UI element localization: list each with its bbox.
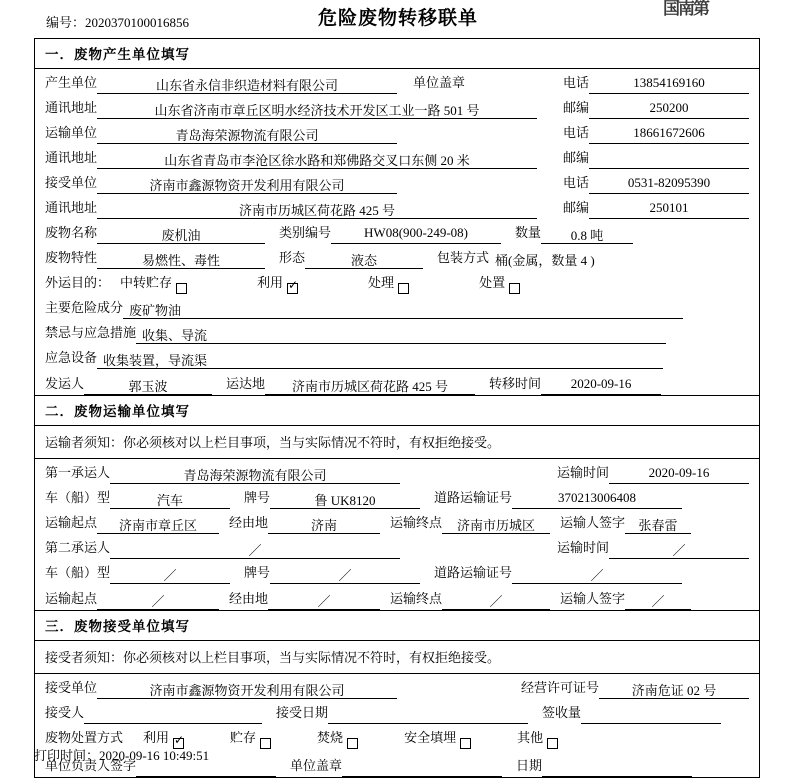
main-hazard-label: 主要危险成分	[45, 300, 124, 315]
disposal-option-1-label: 利用	[143, 730, 170, 745]
row-receiver	[35, 169, 759, 194]
equipment-value[interactable]: 收集装置，导流渠	[97, 350, 663, 369]
producer-label: 产生单位	[45, 75, 98, 90]
receiver-unit-label: 接受单位	[45, 680, 98, 695]
row-purpose	[35, 269, 759, 294]
receiver-address-label: 通讯地址	[45, 200, 98, 215]
receiver-address-value[interactable]: 济南市历城区荷花路 425 号	[97, 200, 537, 219]
purpose-option-2-checkbox[interactable]	[287, 283, 298, 294]
origin1-value[interactable]: 济南市章丘区	[97, 515, 219, 534]
main-form-table	[34, 38, 760, 778]
time2-label: 运输时间	[556, 540, 609, 555]
sign1-value[interactable]: 张春雷	[625, 515, 691, 534]
time2-value[interactable]: ／	[609, 540, 749, 559]
category-label: 类别编号	[279, 225, 332, 240]
receiver-value[interactable]: 济南市鑫源物资开发利用有限公司	[97, 175, 397, 194]
disposal-option-2-label: 贮存	[230, 730, 257, 745]
form-label: 形态	[279, 250, 306, 265]
carrier1-label: 第一承运人	[45, 465, 111, 480]
sender-label: 发运人	[45, 376, 85, 391]
document-header	[0, 0, 796, 34]
destination-label: 运达地	[226, 376, 266, 391]
receive-date-value[interactable]	[328, 705, 528, 724]
row-waste-name	[35, 219, 759, 244]
destination-value[interactable]: 济南市历城区荷花路 425 号	[265, 376, 475, 395]
transporter-postcode-value[interactable]	[589, 150, 749, 169]
purpose-option-3-label: 处理	[368, 275, 395, 290]
dest1-value[interactable]: 济南市历城区	[442, 515, 550, 534]
property-label: 废物特性	[45, 250, 98, 265]
row-vehicle2	[35, 559, 759, 584]
disposal-option-5-checkbox[interactable]	[547, 738, 558, 749]
phone-value[interactable]: 13854169160	[589, 75, 749, 94]
purpose-label: 外运目的：	[45, 275, 111, 290]
license1-value[interactable]: 370213006408	[512, 490, 682, 509]
origin2-label: 运输起点	[45, 591, 98, 606]
plate1-value[interactable]: 鲁 UK8120	[270, 490, 420, 509]
leader-sign-label: 单位负责人签字	[45, 758, 137, 773]
taboo-label: 禁忌与应急措施	[45, 325, 137, 340]
package-label: 包装方式	[437, 250, 490, 265]
transporter-phone-value[interactable]: 18661672606	[589, 125, 749, 144]
row-carrier1	[35, 459, 759, 484]
purpose-option-1-checkbox[interactable]	[176, 283, 187, 294]
license1-label: 道路运输证号	[434, 490, 513, 505]
quantity-value[interactable]: 0.8 吨	[541, 225, 633, 244]
transporter-phone-label: 电话	[562, 125, 589, 140]
address-label: 通讯地址	[45, 100, 98, 115]
address-value[interactable]: 山东省济南市章丘区明水经济技术开发区工业一路 501 号	[97, 100, 537, 119]
receiver-person-value[interactable]	[84, 705, 262, 724]
carrier2-value[interactable]: ／	[110, 540, 400, 559]
row-waste-property	[35, 244, 759, 269]
disposal-option-3-label: 焚烧	[317, 730, 344, 745]
date-label: 日期	[516, 758, 543, 773]
purpose-option-1-label: 中转贮存	[120, 275, 173, 290]
vehicle2-label: 车（船）型	[45, 565, 111, 580]
purpose-option-3-checkbox[interactable]	[398, 283, 409, 294]
receive-date-label: 接受日期	[276, 705, 329, 720]
sign1-label: 运输人签字	[560, 515, 626, 530]
disposal-option-2-checkbox[interactable]	[260, 738, 271, 749]
row-vehicle1	[35, 484, 759, 509]
doc-number-value: 2020370100016856	[85, 15, 190, 30]
origin2-value[interactable]: ／	[97, 591, 219, 610]
permit-label: 经营许可证号	[520, 680, 599, 695]
vehicle2-value[interactable]: ／	[110, 565, 230, 584]
print-time-value: 2020-09-16 10:49:51	[99, 748, 210, 763]
disposal-option-5-label: 其他	[517, 730, 544, 745]
receiver-phone-label: 电话	[562, 175, 589, 190]
doc-number-label: 编号：	[46, 15, 86, 30]
time1-label: 运输时间	[556, 465, 609, 480]
dest2-label: 运输终点	[390, 591, 443, 606]
dest2-value[interactable]: ／	[442, 591, 550, 610]
transporter-notice: 运输者须知：你必须核对以上栏目事项，当与实际情况不符时，有权拒绝接受。	[35, 426, 759, 459]
via2-label: 经由地	[229, 591, 269, 606]
carrier2-label: 第二承运人	[45, 540, 111, 555]
postcode-value[interactable]: 250200	[589, 100, 749, 119]
print-time	[34, 745, 209, 764]
phone-label: 电话	[562, 75, 589, 90]
row-receiver-person	[35, 699, 759, 724]
transporter-address-value[interactable]: 山东省青岛市李沧区徐水路和郑佛路交叉口东侧 20 米	[97, 150, 537, 169]
row-route1	[35, 509, 759, 534]
receiver-postcode-label: 邮编	[562, 200, 589, 215]
purpose-option-4-checkbox[interactable]	[509, 283, 520, 294]
section-2-heading: 二．废物运输单位填写	[35, 396, 759, 426]
disposal-option-4-checkbox[interactable]	[460, 738, 471, 749]
plate2-label: 牌号	[244, 565, 271, 580]
transporter-postcode-label: 邮编	[562, 150, 589, 165]
quantity-label: 数量	[515, 225, 542, 240]
row-producer	[35, 69, 759, 94]
plate1-label: 牌号	[244, 490, 271, 505]
receive-qty-value[interactable]	[581, 705, 721, 724]
disposal-label: 废物处置方式	[45, 730, 124, 745]
waste-name-value[interactable]: 废机油	[97, 225, 265, 244]
row-transporter-address	[35, 144, 759, 169]
receiver-label: 接受单位	[45, 175, 98, 190]
print-time-label: 打印时间：	[34, 748, 100, 763]
seal-label: 单位盖章	[413, 75, 466, 90]
sign2-value[interactable]: ／	[625, 591, 691, 610]
via1-label: 经由地	[229, 515, 269, 530]
license2-label: 道路运输证号	[434, 565, 513, 580]
permit-value[interactable]: 济南危证 02 号	[599, 680, 749, 699]
transporter-address-label: 通讯地址	[45, 150, 98, 165]
form-value[interactable]: 液态	[305, 250, 423, 269]
receiver-postcode-value[interactable]: 250101	[589, 200, 749, 219]
receive-qty-label: 签收量	[542, 705, 582, 720]
package-value[interactable]: 桶(金属，数量 4 )	[495, 253, 595, 268]
row-sender	[35, 369, 759, 396]
receiver-phone-value[interactable]: 0531-82095390	[589, 175, 749, 194]
row-carrier2	[35, 534, 759, 559]
main-hazard-value[interactable]: 废矿物油	[123, 300, 683, 319]
via1-value[interactable]: 济南	[268, 515, 380, 534]
row-taboo	[35, 319, 759, 344]
row-main-hazard	[35, 294, 759, 319]
disposal-option-4-label: 安全填埋	[404, 730, 457, 745]
time1-value[interactable]: 2020-09-16	[609, 465, 749, 484]
sign2-label: 运输人签字	[560, 591, 626, 606]
license2-value[interactable]: ／	[512, 565, 682, 584]
vehicle1-label: 车（船）型	[45, 490, 111, 505]
row-receiver-address	[35, 194, 759, 219]
plate2-value[interactable]: ／	[270, 565, 420, 584]
postcode-label: 邮编	[562, 100, 589, 115]
vehicle1-value[interactable]: 汽车	[110, 490, 230, 509]
row-producer-address	[35, 94, 759, 119]
purpose-option-4-label: 处置	[479, 275, 506, 290]
transfer-time-label: 转移时间	[489, 376, 542, 391]
producer-value[interactable]: 山东省永信非织造材料有限公司	[97, 75, 397, 94]
via2-value[interactable]: ／	[268, 591, 380, 610]
receiver-unit-value[interactable]: 济南市鑫源物资开发利用有限公司	[97, 680, 397, 699]
sender-value[interactable]: 郭玉波	[84, 376, 212, 395]
row-receiver-unit	[35, 674, 759, 699]
unit-seal-label: 单位盖章	[290, 758, 343, 773]
equipment-label: 应急设备	[45, 350, 98, 365]
waste-name-label: 废物名称	[45, 225, 98, 240]
section-1-heading: 一．废物产生单位填写	[35, 39, 759, 69]
category-value[interactable]: HW08(900-249-08)	[331, 225, 501, 244]
taboo-value[interactable]: 收集、导流	[136, 325, 666, 344]
receiver-person-label: 接受人	[45, 705, 85, 720]
page-title: 危险废物转移联单	[317, 8, 478, 29]
property-value[interactable]: 易燃性、毒性	[97, 250, 265, 269]
row-transporter	[35, 119, 759, 144]
purpose-option-2-label: 利用	[257, 275, 284, 290]
transporter-value[interactable]: 青岛海荣源物流有限公司	[97, 125, 397, 144]
section-3-heading: 三．废物接受单位填写	[35, 611, 759, 641]
dest1-label: 运输终点	[390, 515, 443, 530]
official-stamp: 国南第	[663, 0, 708, 18]
disposal-option-3-checkbox[interactable]	[347, 738, 358, 749]
row-route2	[35, 584, 759, 611]
receiver-notice: 接受者须知：你必须核对以上栏目事项，当与实际情况不符时，有权拒绝接受。	[35, 641, 759, 674]
origin1-label: 运输起点	[45, 515, 98, 530]
transfer-time-value[interactable]: 2020-09-16	[541, 376, 661, 395]
carrier1-value[interactable]: 青岛海荣源物流有限公司	[110, 465, 400, 484]
transporter-label: 运输单位	[45, 125, 98, 140]
row-equipment	[35, 344, 759, 369]
